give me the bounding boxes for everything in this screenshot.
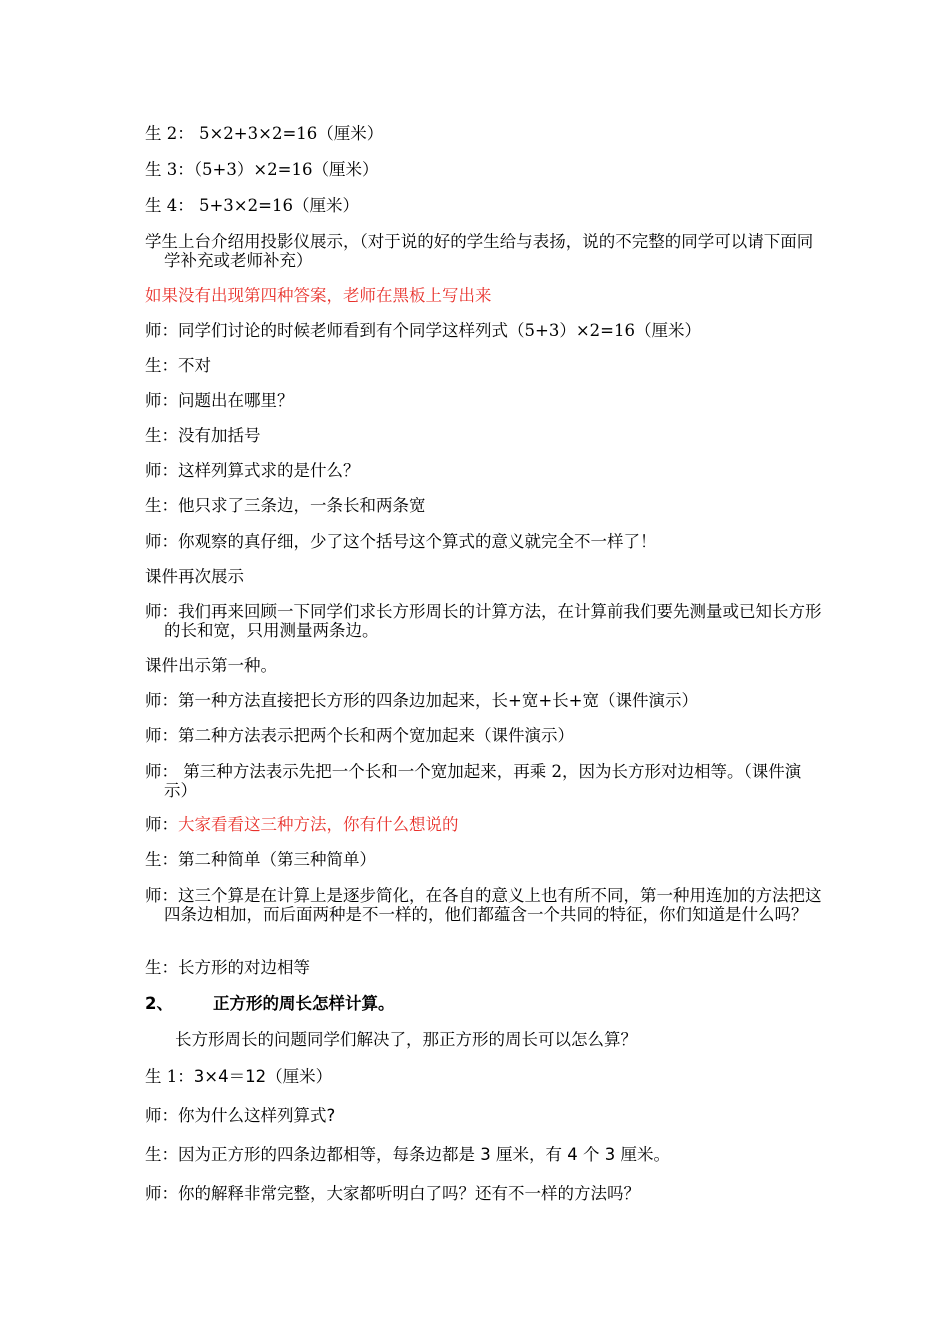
intro-square-perimeter: 长方形周长的问题同学们解决了，那正方形的周长可以怎么算？ (175, 1030, 637, 1049)
section-number: 2、 (145, 994, 173, 1013)
teacher-line-method-3: 师： 第三种方法表示先把一个长和一个宽加起来，再乘 2，因为长方形对边相等。（课件演示） (145, 762, 802, 800)
teacher-line-method-2: 师：第二种方法表示把两个长和两个宽加起来（课件演示） (145, 726, 574, 745)
speaker-label: 生 1： (145, 1067, 194, 1086)
teacher-line-method-1: 师：第一种方法直接把长方形的四条边加起来，长+宽+长+宽（课件演示） (145, 691, 698, 710)
teacher-line-summary: 师：这三个算是在计算上是逐步简化，在各自的意义上也有所不同，第一种用连加的方法把这四条边相加，而后面两种是不一样的，他们都蕴含一个共同的特征，你们知道是什么吗？ (145, 886, 822, 924)
teacher-line-question: 师：问题出在哪里？ (145, 391, 294, 410)
student-line-wrong: 生：不对 (145, 356, 211, 375)
student-line-explanation: 生：因为正方形的四条边都相等，每条边都是 3 厘米，有 4 个 3 厘米。 (145, 1145, 670, 1164)
teacher-line-other-method: 师：你的解释非常完整，大家都听明白了吗？还有不一样的方法吗？ (145, 1184, 640, 1203)
answer-student-3: 生 3：（5+3）×2=16（厘米） (145, 160, 379, 179)
teacher-line-meaning: 师：这样列算式求的是什么？ (145, 461, 360, 480)
teacher-line-praise: 师：你观察的真仔细，少了这个括号这个算式的意义就完全不一样了！ (145, 532, 657, 551)
student-1-answer (145, 1067, 805, 1086)
teacher-question-red: 大家看看这三种方法，你有什么想说的 (178, 815, 459, 834)
student-line-opposite-sides: 生：长方形的对边相等 (145, 958, 310, 977)
answer-student-4: 生 4： 5+3×2=16（厘米） (145, 196, 359, 215)
teacher-note-red: 如果没有出现第四种答案，老师在黑板上写出来 (145, 286, 492, 305)
formula: 3×4＝12（厘米） (193, 1067, 333, 1086)
teacher-line-review: 师：我们再来回顾一下同学们求长方形周长的计算方法，在计算前我们要先测量或已知长方形的长和宽，只用测量两条边。 (145, 602, 822, 640)
student-line-bracket: 生：没有加括号 (145, 426, 261, 445)
projector-instruction: 学生上台介绍用投影仪展示，（对于说的好的学生给与表扬，说的不完整的同学可以请下面同学补充或老师补充） (145, 232, 814, 270)
section-title: 正方形的周长怎样计算。 (212, 994, 395, 1013)
answer-student-2: 生 2： 5×2+3×2=16（厘米） (145, 124, 384, 143)
teacher-line-why: 师：你为什么这样列算式? (145, 1106, 336, 1125)
speaker-label: 师： (145, 815, 178, 834)
student-line-three-sides: 生：他只求了三条边，一条长和两条宽 (145, 496, 426, 515)
courseware-show-again: 课件再次展示 (145, 567, 244, 586)
teacher-line-compare (145, 815, 805, 834)
courseware-first-method: 课件出示第一种。 (145, 656, 277, 675)
section-heading (145, 994, 805, 1013)
student-line-simple: 生：第二种简单（第三种简单） (145, 850, 376, 869)
teacher-line-discussion: 师：同学们讨论的时候老师看到有个同学这样列式（5+3）×2=16（厘米） (145, 321, 701, 340)
